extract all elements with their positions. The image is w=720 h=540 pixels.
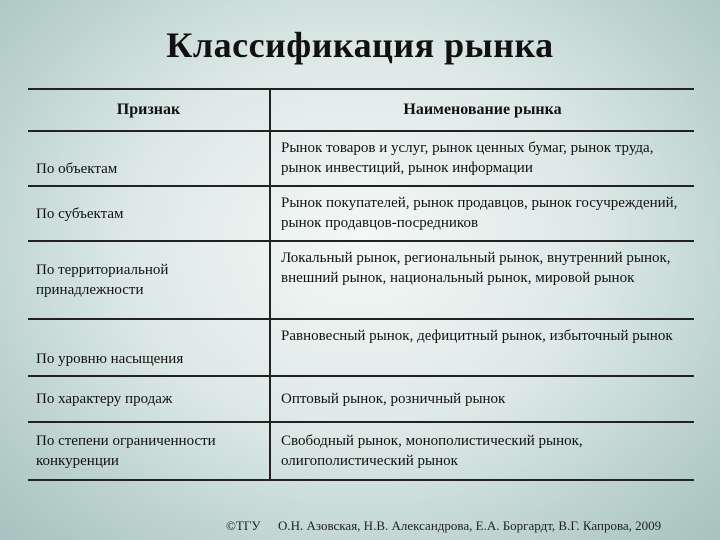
table-row: [28, 242, 694, 320]
table-row: [28, 377, 694, 423]
table-row: [28, 187, 694, 242]
row-attribute: По характеру продаж: [28, 377, 271, 423]
table-row: [28, 132, 694, 187]
row-market-names: Оптовый рынок, розничный рынок: [271, 377, 694, 423]
row-market-names: Локальный рынок, региональный рынок, внутренний рынок, внешний рынок, национальный рынок, мировой рынок: [271, 242, 694, 320]
row-attribute: По степени ограниченности конкуренции: [28, 423, 271, 481]
row-attribute: По объектам: [28, 132, 271, 187]
row-market-names: Рынок покупателей, рынок продавцов, рынок госучреждений, рынок продавцов-посредников: [271, 187, 694, 242]
row-market-names: Рынок товаров и услуг, рынок ценных бумаг, рынок труда, рынок инвестиций, рынок информации: [271, 132, 694, 187]
row-attribute: По субъектам: [28, 187, 271, 242]
row-market-names: Свободный рынок, монополистический рынок, олигополистический рынок: [271, 423, 694, 481]
column-header-market-name: Наименование рынка: [271, 88, 694, 132]
column-header-attribute: Признак: [28, 88, 271, 132]
row-attribute: По уровню насыщения: [28, 320, 271, 377]
table-row: [28, 423, 694, 481]
table-row: [28, 320, 694, 377]
table-header-row: [28, 88, 694, 132]
row-attribute: По территориальной принадлежности: [28, 242, 271, 320]
page-title: Классификация рынка: [166, 25, 554, 65]
classification-table: [28, 88, 694, 481]
classification-table-container: [28, 88, 694, 481]
row-market-names: Равновесный рынок, дефицитный рынок, избыточный рынок: [271, 320, 694, 377]
footer-authors: О.Н. Азовская, Н.В. Александрова, Е.А. Боргардт, В.Г. Капрова, 2009: [278, 518, 662, 533]
footer-copyright: ©ТГУ: [226, 518, 261, 533]
